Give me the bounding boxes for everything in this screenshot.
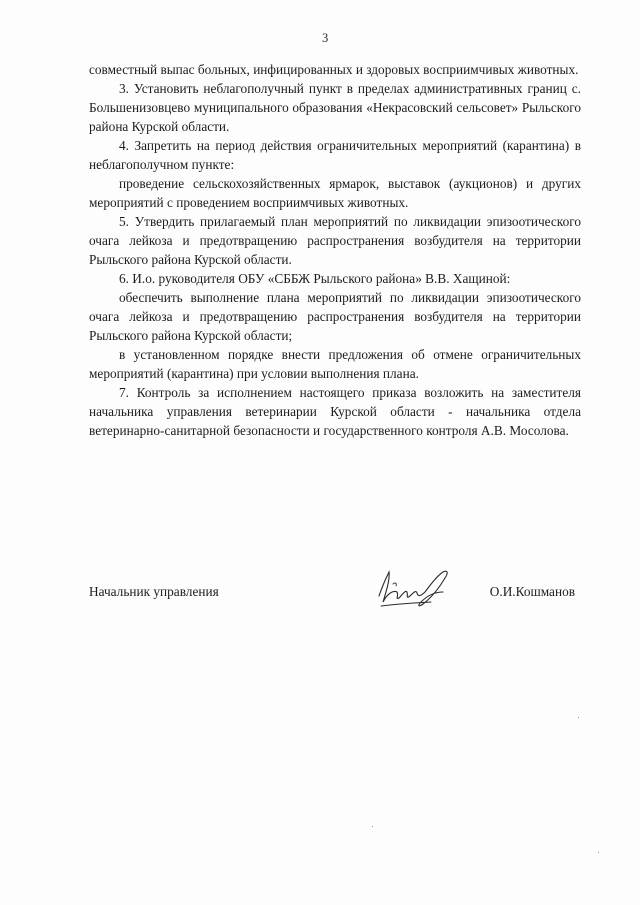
scan-speck: [578, 717, 579, 718]
signer-name: О.И.Кошманов: [489, 584, 575, 599]
paragraph-item-3: 3. Установить неблагополучный пункт в пределах административных границ с. Большенизовцево муниципального образования «Некрасовский сельсовет» Рыльского района Курской области.: [89, 81, 581, 134]
scan-speck: [372, 826, 373, 827]
signer-title: Начальник управления: [89, 584, 219, 599]
handwritten-signature: [373, 562, 473, 612]
paragraph-item-6: 6. И.о. руководителя ОБУ «СББЖ Рыльского района» В.В. Хащиной:: [119, 271, 511, 286]
signature-block: [89, 574, 581, 614]
paragraph-item-6-ensure: обеспечить выполнение плана мероприятий по ликвидации эпизоотического очага лейкоза и предотвращению распространения возбудителя на территории Рыльского района Курской области;: [89, 290, 581, 343]
paragraph-item-4: 4. Запретить на период действия ограничительных мероприятий (карантина) в неблагополучном пункте:: [89, 138, 581, 172]
paragraph-item-7: 7. Контроль за исполнением настоящего приказа возложить на заместителя начальника управления ветеринарии Курской области - начальника отдела ветеринарно-санитарной безопасности и государственного контроля А.В. Мосолова.: [89, 385, 581, 438]
paragraph-livestock-grazing: совместный выпас больных, инфицированных и здоровых восприимчивых животных.: [89, 62, 579, 77]
document-body: [89, 60, 581, 440]
paragraph-item-4-detail: проведение сельскохозяйственных ярмарок, выставок (аукционов) и других мероприятий с проведением восприимчивых животных.: [89, 176, 581, 210]
paragraph-item-6-proposals: в установленном порядке внести предложения об отмене ограничительных мероприятий (карантина) при условии выполнения плана.: [89, 347, 581, 381]
paragraph-item-5: 5. Утвердить прилагаемый план мероприятий по ликвидации эпизоотического очага лейкоза и предотвращению распространения возбудителя на территории Рыльского района Курской области.: [89, 214, 581, 267]
page-number: 3: [322, 31, 329, 45]
scan-speck: [598, 852, 599, 853]
